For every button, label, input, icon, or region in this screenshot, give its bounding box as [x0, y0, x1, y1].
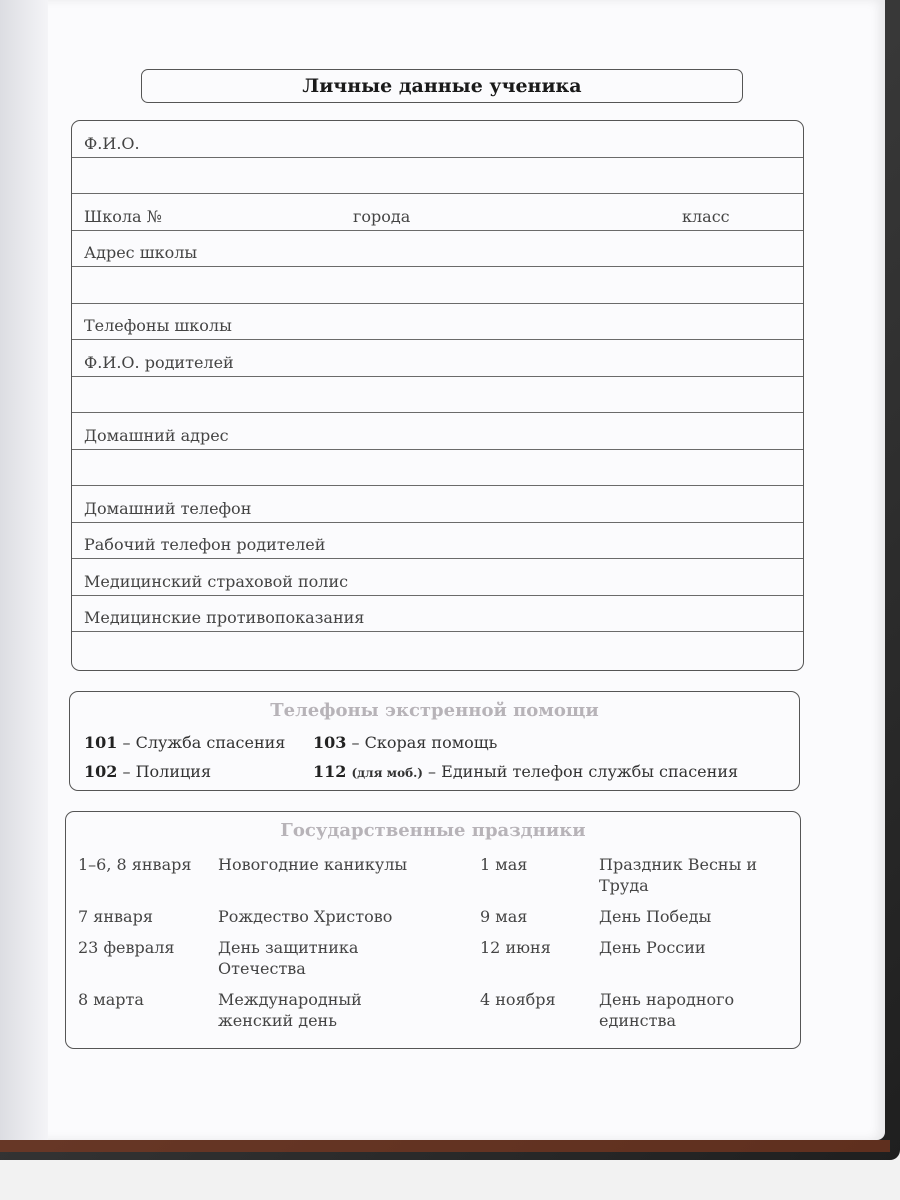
form-row-blank[interactable]: [72, 632, 803, 669]
mobile-note: (для моб.): [351, 766, 423, 780]
school-phones-label: Телефоны школы: [84, 316, 232, 335]
emergency-102: [84, 762, 211, 781]
home-address-label: Домашний адрес: [84, 425, 229, 445]
insurance-label: Медицинский страховой полис: [84, 571, 349, 591]
parents-fio-label: Ф.И.О. родителей: [84, 352, 234, 372]
holiday-date: 4 ноября: [480, 990, 556, 1009]
holiday-name: День России: [599, 938, 706, 957]
form-row-fio[interactable]: [72, 121, 803, 158]
emergency-101: [84, 733, 285, 752]
emergency-number: 103: [313, 733, 347, 752]
emergency-number: 102: [84, 762, 118, 781]
form-row-school[interactable]: [72, 194, 803, 231]
form-row-school-phones[interactable]: [72, 304, 803, 341]
emergency-number: 112: [313, 762, 347, 781]
emergency-103: [313, 733, 497, 752]
emergency-service: – Служба спасения: [117, 733, 286, 752]
page-title: Личные данные ученика: [141, 69, 743, 103]
holiday-date: 9 мая: [480, 907, 528, 926]
page-gutter: [0, 0, 48, 1140]
form-row-parents-work-phone[interactable]: [72, 523, 803, 560]
form-row-blank[interactable]: [72, 158, 803, 195]
holiday-name: Новогодние каникулы: [218, 855, 408, 874]
holiday-date: 8 марта: [78, 990, 144, 1009]
form-row-blank[interactable]: [72, 267, 803, 304]
form-row-blank[interactable]: [72, 450, 803, 487]
holiday-name: День защитника Отечества: [218, 938, 359, 978]
school-address-label: Адрес школы: [84, 243, 198, 262]
holiday-date: 12 июня: [480, 938, 551, 957]
holiday-name: Рождество Христово: [218, 907, 393, 926]
form-row-home-phone[interactable]: [72, 486, 803, 523]
city-label: города: [353, 206, 411, 226]
emergency-title: Телефоны экстренной помощи: [270, 700, 599, 721]
emergency-number: 101: [84, 733, 118, 752]
form-row-parents-fio[interactable]: [72, 340, 803, 377]
form-row-school-address[interactable]: [72, 231, 803, 268]
holiday-name: День Победы: [599, 907, 712, 926]
personal-data-form: [71, 120, 804, 671]
holiday-date: 1–6, 8 января: [78, 855, 192, 874]
form-row-contraindications[interactable]: [72, 596, 803, 633]
holiday-date: 1 мая: [480, 855, 528, 874]
parents-work-phone-label: Рабочий телефон родителей: [84, 535, 326, 554]
holiday-date: 7 января: [78, 907, 153, 926]
emergency-service: – Полиция: [117, 762, 212, 781]
holiday-name: День народного единства: [599, 990, 735, 1030]
holidays-title: Государственные праздники: [280, 820, 586, 841]
school-label: Школа №: [84, 206, 162, 226]
holiday-date: 23 февраля: [78, 938, 175, 957]
form-row-home-address[interactable]: [72, 413, 803, 450]
holiday-name: Праздник Весны и Труда: [599, 855, 758, 895]
home-phone-label: Домашний телефон: [84, 498, 252, 518]
holidays-box: [65, 811, 801, 1049]
form-row-blank[interactable]: [72, 377, 803, 414]
emergency-112: [313, 762, 738, 781]
emergency-phones-box: [69, 691, 800, 791]
holiday-name: Международный женский день: [218, 990, 362, 1030]
cover-edge: [0, 1140, 890, 1152]
class-label: класс: [682, 206, 730, 226]
fio-label: Ф.И.О.: [84, 133, 140, 153]
contraindications-label: Медицинские противопоказания: [84, 608, 365, 627]
emergency-service: – Единый телефон службы спасения: [422, 762, 739, 781]
emergency-service: – Скорая помощь: [346, 733, 498, 752]
form-row-insurance[interactable]: [72, 559, 803, 596]
